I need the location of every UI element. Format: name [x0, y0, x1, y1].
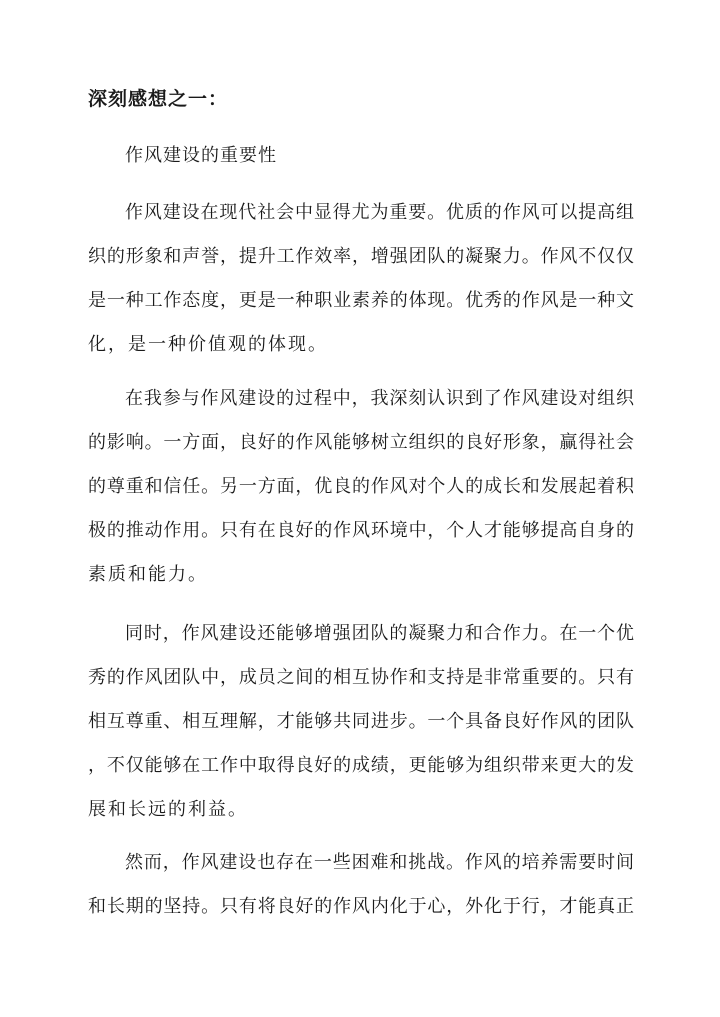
- paragraph: [88, 191, 634, 367]
- paragraph-line: 素质和能力。: [88, 564, 208, 585]
- paragraph-line: 是一种工作态度，更是一种职业素养的体现。优秀的作风是一种文: [88, 290, 634, 311]
- paragraph-line: 化，是一种价值观的体现。: [88, 334, 328, 355]
- paragraph-line: 的尊重和信任。另一方面，优良的作风对个人的成长和发展起着积: [88, 476, 634, 497]
- paragraph-line: 展和长远的利益。: [88, 799, 248, 820]
- paragraph-line: 在我参与作风建设的过程中，我深刻认识到了作风建设对组织: [125, 388, 634, 409]
- paragraph-line: 的影响。一方面，良好的作风能够树立组织的良好形象，赢得社会: [88, 432, 634, 453]
- paragraph-line: 织的形象和声誉，提升工作效率，增强团队的凝聚力。作风不仅仅: [88, 246, 634, 267]
- section-heading: 深刻感想之一：: [88, 88, 229, 110]
- paragraph-line: 同时，作风建设还能够增强团队的凝聚力和合作力。在一个优: [125, 623, 634, 644]
- paragraph: [88, 841, 634, 929]
- paragraph-line: 秀的作风团队中，成员之间的相互协作和支持是非常重要的。只有: [88, 667, 634, 688]
- section-subheading: 作风建设的重要性: [125, 145, 277, 166]
- paragraph-line: 然而，作风建设也存在一些困难和挑战。作风的培养需要时间: [125, 852, 634, 873]
- paragraph-line: 和长期的坚持。只有将良好的作风内化于心，外化于行，才能真正: [88, 896, 634, 917]
- paragraph-line: 相互尊重、相互理解，才能够共同进步。一个具备良好作风的团队: [88, 711, 634, 732]
- paragraph: [88, 612, 634, 832]
- paragraph-line: 极的推动作用。只有在良好的作风环境中，个人才能够提高自身的: [88, 520, 634, 541]
- paragraph-line: 作风建设在现代社会中显得尤为重要。优质的作风可以提高组: [125, 202, 634, 223]
- paragraph-line: ，不仅能够在工作中取得良好的成绩，更能够为组织带来更大的发: [88, 755, 634, 776]
- paragraph: [88, 377, 634, 597]
